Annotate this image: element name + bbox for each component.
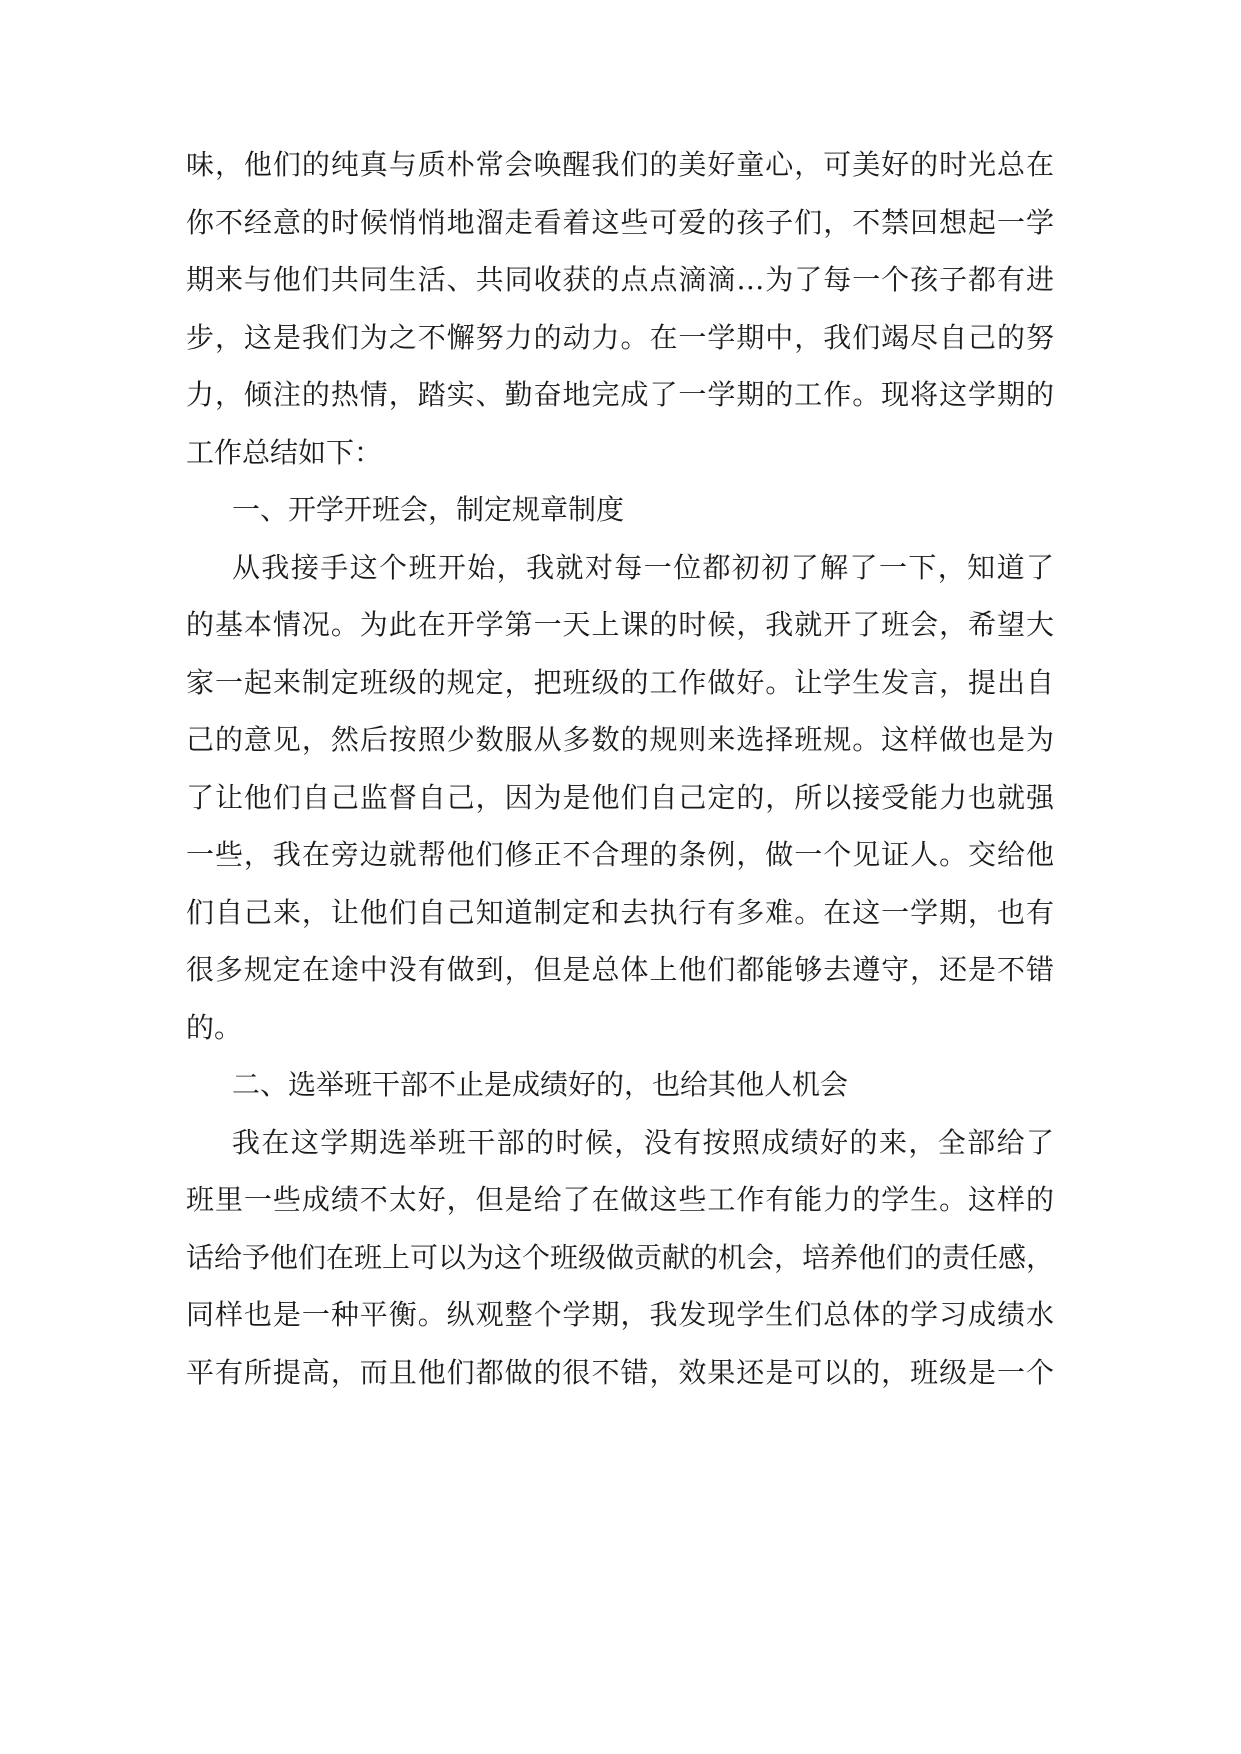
paragraph-line: 一些，我在旁边就帮他们修正不合理的条例，做一个见证人。交给他 — [186, 838, 1054, 871]
paragraph-line: 话给予他们在班上可以为这个班级做贡献的机会，培养他们的责任感， — [186, 1241, 1055, 1274]
paragraph-line: 了让他们自己监督自己，因为是他们自己定的，所以接受能力也就强 — [186, 781, 1054, 814]
paragraph-line: 力，倾注的热情，踏实、勤奋地完成了一学期的工作。现将这学期的 — [186, 378, 1054, 411]
paragraph-line: 从我接手这个班开始，我就对每一位都初初了解了一下，知道了 — [232, 551, 1054, 584]
paragraph-line: 步，这是我们为之不懈努力的动力。在一学期中，我们竭尽自己的努 — [186, 321, 1054, 354]
section-heading: 二、选举班干部不止是成绩好的，也给其他人机会 — [232, 1068, 849, 1101]
paragraph-line: 的。 — [186, 1011, 243, 1044]
paragraph-line: 的基本情况。为此在开学第一天上课的时候，我就开了班会，希望大 — [186, 608, 1054, 641]
paragraph-line: 工作总结如下： — [186, 436, 383, 469]
paragraph-line: 味，他们的纯真与质朴常会唤醒我们的美好童心，可美好的时光总在 — [186, 148, 1054, 181]
paragraph-line: 家一起来制定班级的规定，把班级的工作做好。让学生发言，提出自 — [186, 666, 1054, 699]
paragraph-line: 你不经意的时候悄悄地溜走看着这些可爱的孩子们，不禁回想起一学 — [186, 206, 1054, 239]
paragraph-line: 我在这学期选举班干部的时候，没有按照成绩好的来，全部给了 — [232, 1126, 1054, 1159]
paragraph-line: 同样也是一种平衡。纵观整个学期，我发现学生们总体的学习成绩水 — [186, 1298, 1054, 1331]
paragraph-line: 平有所提高，而且他们都做的很不错，效果还是可以的，班级是一个 — [186, 1356, 1054, 1389]
paragraph-line: 己的意见，然后按照少数服从多数的规则来选择班规。这样做也是为 — [186, 723, 1054, 756]
paragraph-line: 期来与他们共同生活、共同收获的点点滴滴…为了每一个孩子都有进 — [186, 263, 1054, 296]
paragraph-line: 们自己来，让他们自己知道制定和去执行有多难。在这一学期，也有 — [186, 896, 1054, 929]
paragraph-line: 班里一些成绩不太好，但是给了在做这些工作有能力的学生。这样的 — [186, 1183, 1054, 1216]
paragraph-line: 很多规定在途中没有做到，但是总体上他们都能够去遵守，还是不错 — [186, 953, 1054, 986]
section-heading: 一、开学开班会，制定规章制度 — [232, 493, 625, 526]
